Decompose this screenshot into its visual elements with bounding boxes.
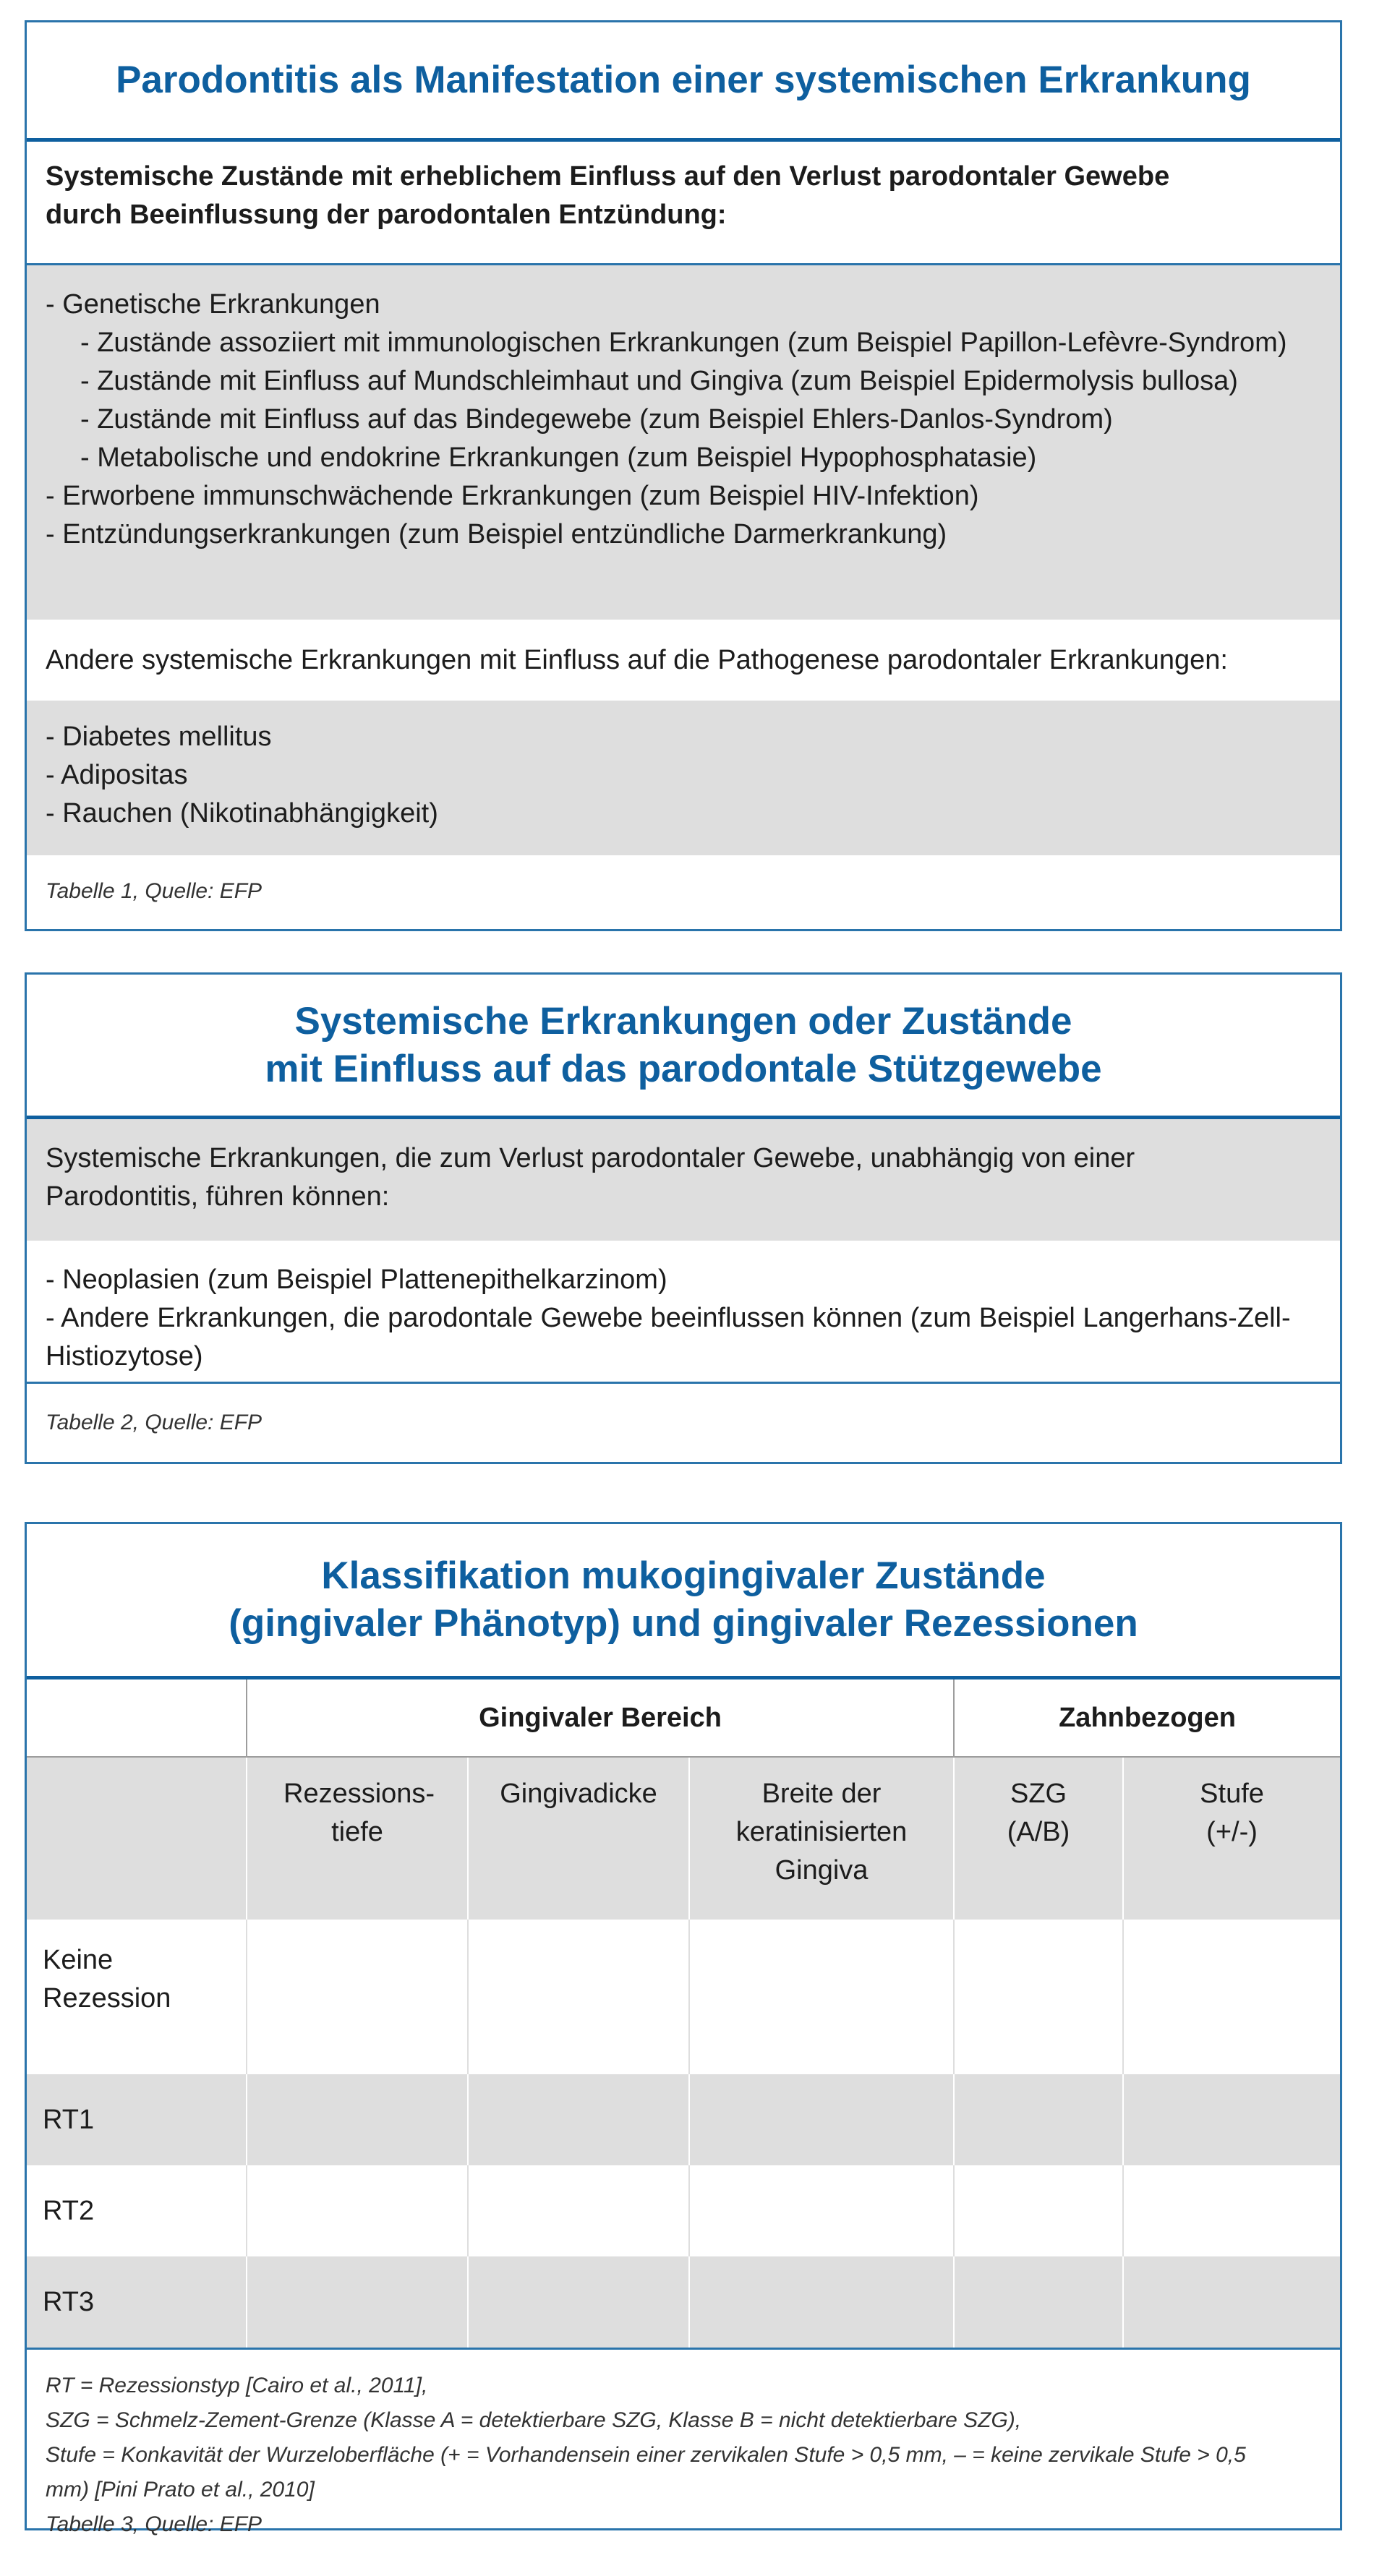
table-2-title-line-1: Systemische Erkrankungen oder Zustände xyxy=(294,999,1072,1043)
table-cell xyxy=(689,1920,954,2074)
table-cell xyxy=(468,2256,689,2348)
row-label: RT3 xyxy=(43,2286,95,2317)
row-label: RT2 xyxy=(43,2195,95,2226)
table-cell xyxy=(689,2165,954,2256)
footnote: SZG = Schmelz-Zement-Grenze (Klasse A = detektierbare SZG, Klasse B = nicht detektierbare SZG), xyxy=(46,2408,1022,2432)
table-cell xyxy=(247,2256,468,2348)
table-3-title xyxy=(27,1524,1340,1679)
list-item: - Genetische Erkrankungen xyxy=(46,289,380,320)
group-header-gingival: Gingivaler Bereich xyxy=(247,1679,954,1757)
classification-table xyxy=(27,1679,1340,2348)
table-cell xyxy=(247,1920,468,2074)
table-1-heading-line-2: durch Beeinflussung der parodontalen Entzündung: xyxy=(46,200,727,230)
column-header: SZG (A/B) xyxy=(954,1757,1123,1920)
table-cell xyxy=(954,2165,1123,2256)
table-2-caption xyxy=(27,1382,1340,1460)
footnote: Tabelle 3, Quelle: EFP xyxy=(46,2512,263,2536)
table-1-subheading xyxy=(27,620,1340,701)
table-3-title-line-2: (gingivaler Phänotyp) und gingivaler Rezessionen xyxy=(229,1602,1138,1645)
table-1-list-2 xyxy=(27,701,1340,855)
table-1-title xyxy=(27,22,1340,142)
table-row xyxy=(27,2165,1340,2256)
table-cell xyxy=(689,2074,954,2165)
table-cell xyxy=(954,2256,1123,2348)
list-item: - Zustände assoziiert mit immunologischen Erkrankungen (zum Beispiel Papillon-Lefèvre-Syndrom) xyxy=(80,328,1287,358)
list-item: - Entzündungserkrankungen (zum Beispiel entzündliche Darmerkrankung) xyxy=(46,519,947,549)
table-row xyxy=(27,2074,1340,2165)
table-2-list xyxy=(27,1241,1340,1382)
table-1-caption-text: Tabelle 1, Quelle: EFP xyxy=(46,879,263,903)
table-1-heading-line-1: Systemische Zustände mit erheblichem Einfluss auf den Verlust parodontaler Gewebe xyxy=(46,161,1170,192)
table-2-title-line-2: mit Einfluss auf das parodontale Stützgewebe xyxy=(265,1047,1102,1090)
table-cell xyxy=(1123,2165,1340,2256)
table-2-heading xyxy=(27,1119,1340,1241)
group-header-tooth: Zahnbezogen xyxy=(954,1679,1340,1757)
table-cell xyxy=(954,2074,1123,2165)
list-item: - Metabolische und endokrine Erkrankungen (zum Beispiel Hypophosphatasie) xyxy=(80,442,1037,473)
table-cell xyxy=(689,2256,954,2348)
table-cell xyxy=(247,2074,468,2165)
row-label: RT1 xyxy=(43,2104,95,2135)
table-1 xyxy=(25,20,1342,931)
table-cell xyxy=(468,2074,689,2165)
column-header: Rezessions-tiefe xyxy=(247,1757,468,1920)
empty-header-cell xyxy=(27,1757,247,1920)
list-item: - Erworbene immunschwächende Erkrankungen (zum Beispiel HIV-Infektion) xyxy=(46,481,979,511)
table-row xyxy=(27,2256,1340,2348)
table-row xyxy=(27,1920,1340,2074)
table-group-header-row xyxy=(27,1679,1340,1757)
table-column-header-row xyxy=(27,1757,1340,1920)
table-3-footnotes xyxy=(27,2348,1340,2576)
table-cell xyxy=(1123,2074,1340,2165)
column-header: Breite der keratinisierten Gingiva xyxy=(689,1757,954,1920)
table-1-caption xyxy=(27,855,1340,928)
table-3-title-line-1: Klassifikation mukogingivaler Zustände xyxy=(321,1554,1046,1597)
row-label: Keine Rezession xyxy=(43,1945,171,2014)
list-item: - Diabetes mellitus xyxy=(46,722,272,752)
column-header: Gingivadicke xyxy=(468,1757,689,1920)
table-1-subheading-text: Andere systemische Erkrankungen mit Einfluss auf die Pathogenese parodontaler Erkrankungen: xyxy=(46,645,1228,675)
list-item: - Rauchen (Nikotinabhängigkeit) xyxy=(46,798,438,829)
table-3 xyxy=(25,1522,1342,2536)
empty-header-cell xyxy=(27,1679,247,1757)
table-2 xyxy=(25,972,1342,1464)
table-1-list-1 xyxy=(27,265,1340,620)
table-1-title-text: Parodontitis als Manifestation einer systemischen Erkrankung xyxy=(116,59,1251,101)
table-cell xyxy=(247,2165,468,2256)
column-header: Stufe (+/-) xyxy=(1123,1757,1340,1920)
table-cell xyxy=(468,1920,689,2074)
table-2-heading-text: Systemische Erkrankungen, die zum Verlust parodontaler Gewebe, unabhängig von einer Parodontitis, führen können: xyxy=(46,1143,1135,1212)
list-item: - Neoplasien (zum Beispiel Plattenepithelkarzinom) xyxy=(46,1265,667,1295)
footnote: RT = Rezessionstyp [Cairo et al., 2011], xyxy=(46,2374,428,2397)
table-cell xyxy=(1123,1920,1340,2074)
footnote: Stufe = Konkavität der Wurzeloberfläche (+ = Vorhandensein einer zervikalen Stufe > 0,5 mm, – = keine zervikale Stufe > 0,5 mm) [Pini Prato et al., 2010] xyxy=(46,2443,1246,2502)
table-cell xyxy=(1123,2256,1340,2348)
list-item: - Zustände mit Einfluss auf Mundschleimhaut und Gingiva (zum Beispiel Epidermolysis bullosa) xyxy=(80,366,1238,396)
table-2-caption-text: Tabelle 2, Quelle: EFP xyxy=(46,1411,263,1434)
table-1-heading xyxy=(27,142,1340,265)
table-cell xyxy=(954,1920,1123,2074)
list-item: - Zustände mit Einfluss auf das Bindegewebe (zum Beispiel Ehlers-Danlos-Syndrom) xyxy=(80,404,1113,435)
list-item: - Adipositas xyxy=(46,760,188,790)
table-cell xyxy=(468,2165,689,2256)
list-item: - Andere Erkrankungen, die parodontale Gewebe beeinflussen können (zum Beispiel Langerhans-Zell-Histiozytose) xyxy=(46,1303,1291,1372)
table-2-title xyxy=(27,975,1340,1119)
